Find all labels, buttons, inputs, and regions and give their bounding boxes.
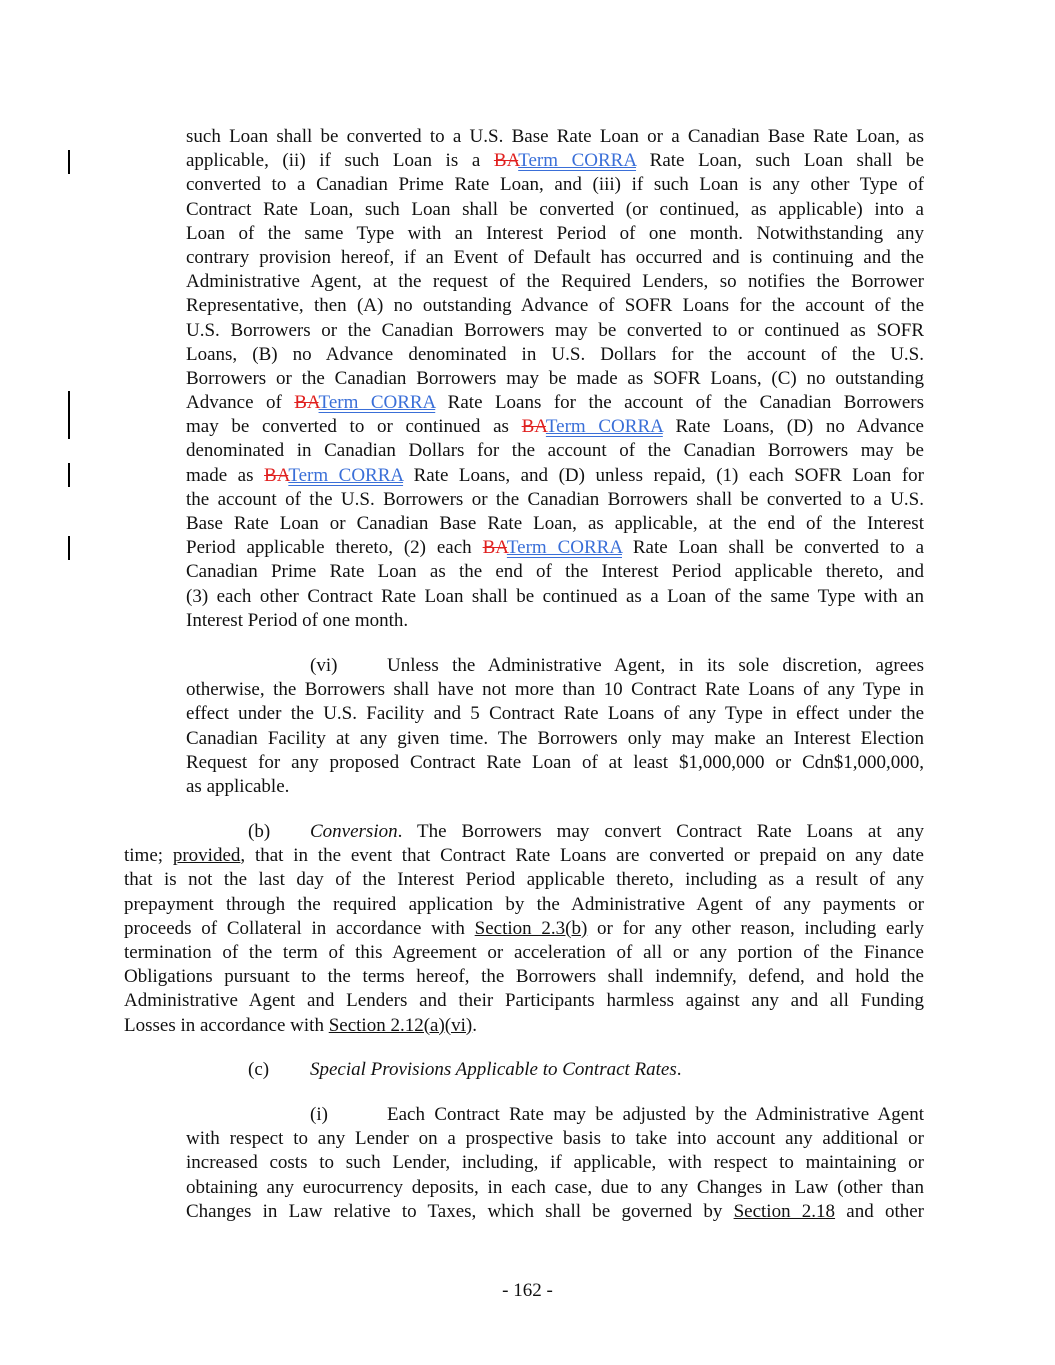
text-line: (b) Conversion. The Borrowers may convert Contract Rate Loans at any xyxy=(124,820,924,844)
text-line: obtaining any eurocurrency deposits, in each case, due to any Changes in Law (other than xyxy=(186,1176,924,1198)
text-line: Representative, then (A) no outstanding Advance of SOFR Loans for the account of the xyxy=(186,295,924,317)
deleted-text: BA xyxy=(521,416,546,438)
text-line: (c) Special Provisions Applicable to Contract Rates. xyxy=(124,1058,924,1082)
inserted-text: Term CORRA xyxy=(318,392,436,414)
text-line: that is not the last day of the Interest Period applicable thereto, including as a result of any xyxy=(124,869,924,891)
text-line: may be converted to or continued as BATerm CORRA Rate Loans, (D) no Advance xyxy=(186,416,924,438)
text-line: Request for any proposed Contract Rate Loan of at least $1,000,000 or Cdn$1,000,000, xyxy=(186,751,924,773)
text-line: such Loan shall be converted to a U.S. Base Rate Loan or a Canadian Base Rate Loan, as xyxy=(186,126,924,147)
deleted-text: BA xyxy=(493,150,519,172)
text-line: proceeds of Collateral in accordance with Section 2.3(b) or for any other reason, including early xyxy=(124,917,924,939)
change-bar xyxy=(68,391,70,439)
paragraph-c xyxy=(124,1058,924,1082)
text-line: made as BATerm CORRA Rate Loans, and (D) unless repaid, (1) each SOFR Loan for xyxy=(186,464,924,486)
defined-term: provided xyxy=(172,845,241,867)
section-heading: Special Provisions Applicable to Contract Rates xyxy=(310,1059,677,1080)
paragraph-vi xyxy=(186,654,924,799)
text-line: prepayment through the required application by the Administrative Agent of any payments or xyxy=(124,893,924,915)
change-bar xyxy=(68,150,70,174)
text-line: Administrative Agent and Lenders and their Participants harmless against any and all Funding xyxy=(124,990,924,1012)
section-heading: Conversion xyxy=(310,821,398,842)
paragraph-i xyxy=(186,1103,924,1224)
text-line: Loans, (B) no Advance denominated in U.S. Dollars for the account of the U.S. xyxy=(186,343,924,365)
paragraph-continuation xyxy=(186,125,924,633)
text-line: U.S. Borrowers or the Canadian Borrowers may be converted to or continued as SOFR xyxy=(186,319,924,341)
text-line: Obligations pursuant to the terms hereof, the Borrowers shall indemnify, defend, and hold the xyxy=(124,966,924,988)
page-number: - 162 - xyxy=(502,1280,553,1301)
paragraph-b xyxy=(124,820,924,1038)
clause-number: (i) xyxy=(310,1104,328,1125)
section-reference[interactable]: Section 2.18 xyxy=(733,1200,836,1222)
text-line: Interest Period of one month. xyxy=(186,609,409,631)
text-line: (3) each other Contract Rate Loan shall be continued as a Loan of the same Type with an xyxy=(186,585,924,607)
text-line: otherwise, the Borrowers shall have not more than 10 Contract Rate Loans of any Type in xyxy=(186,679,924,701)
text-line: time; provided, that in the event that Contract Rate Loans are converted or prepaid on any date xyxy=(124,845,924,867)
text-line: (i) Each Contract Rate may be adjusted by the Administrative Agent xyxy=(186,1103,924,1127)
deleted-text: BA xyxy=(264,464,289,486)
change-bar xyxy=(68,536,70,560)
inserted-text: Term CORRA xyxy=(506,537,622,559)
text-line: (vi) Unless the Administrative Agent, in its sole discretion, agrees xyxy=(186,654,924,678)
text-line: Period applicable thereto, (2) each BATerm CORRA Rate Loan shall be converted to a xyxy=(186,537,924,559)
text-line: Contract Rate Loan, such Loan shall be converted (or continued, as applicable) into a xyxy=(186,198,924,220)
text-line: Advance of BATerm CORRA Rate Loans for the account of the Canadian Borrowers xyxy=(186,392,924,414)
change-bar xyxy=(68,463,70,487)
section-reference[interactable]: Section 2.3(b) xyxy=(474,917,588,939)
text-line: Changes in Law relative to Taxes, which shall be governed by Section 2.18 and other xyxy=(186,1200,924,1222)
text-line: Losses in accordance with Section 2.12(a)(vi). xyxy=(124,1014,477,1036)
text-line: with respect to any Lender on a prospective basis to take into account any additional or xyxy=(186,1128,924,1150)
text-line: Borrowers or the Canadian Borrowers may be made as SOFR Loans, (C) no outstanding xyxy=(186,367,924,389)
text-line: increased costs to such Lender, including, if applicable, with respect to maintaining or xyxy=(186,1152,924,1174)
deleted-text: BA xyxy=(294,392,319,414)
inserted-text: Term CORRA xyxy=(288,464,404,486)
clause-number: (vi) xyxy=(310,655,338,676)
text-line: effect under the U.S. Facility and 5 Contract Rate Loans of any Type in effect under the xyxy=(186,703,924,725)
text-line: contrary provision hereof, if an Event of Default has occurred and is continuing and the xyxy=(186,246,924,268)
section-reference[interactable]: Section 2.12(a)(vi) xyxy=(328,1014,473,1036)
text-line: Canadian Prime Rate Loan as the end of the Interest Period applicable thereto, and xyxy=(186,561,924,583)
inserted-text: Term CORRA xyxy=(545,416,663,438)
text-line: converted to a Canadian Prime Rate Loan, and (iii) if such Loan is any other Type of xyxy=(186,174,924,196)
text-line: denominated in Canadian Dollars for the account of the Canadian Borrowers may be xyxy=(186,440,924,462)
text-line: Canadian Facility at any given time. The Borrowers only may make an Interest Election xyxy=(186,727,924,749)
clause-number: (b) xyxy=(248,821,271,842)
text-line: Administrative Agent, at the request of the Required Lenders, so notifies the Borrower xyxy=(186,271,924,293)
text-line: termination of the term of this Agreement or acceleration of all or any portion of the Finance xyxy=(124,941,924,963)
text-line: Loan of the same Type with an Interest Period of one month. Notwithstanding any xyxy=(186,222,924,244)
text-line: as applicable. xyxy=(186,775,290,797)
inserted-text: Term CORRA xyxy=(518,150,637,172)
deleted-text: BA xyxy=(482,537,507,559)
text-line: Base Rate Loan or Canadian Base Rate Loan, as applicable, at the end of the Interest xyxy=(186,513,924,534)
text-line: the account of the U.S. Borrowers or the Canadian Borrowers shall be converted to a U.S. xyxy=(186,488,924,510)
text-line: applicable, (ii) if such Loan is a BATerm CORRA Rate Loan, such Loan shall be xyxy=(186,150,924,172)
clause-number: (c) xyxy=(248,1059,270,1080)
